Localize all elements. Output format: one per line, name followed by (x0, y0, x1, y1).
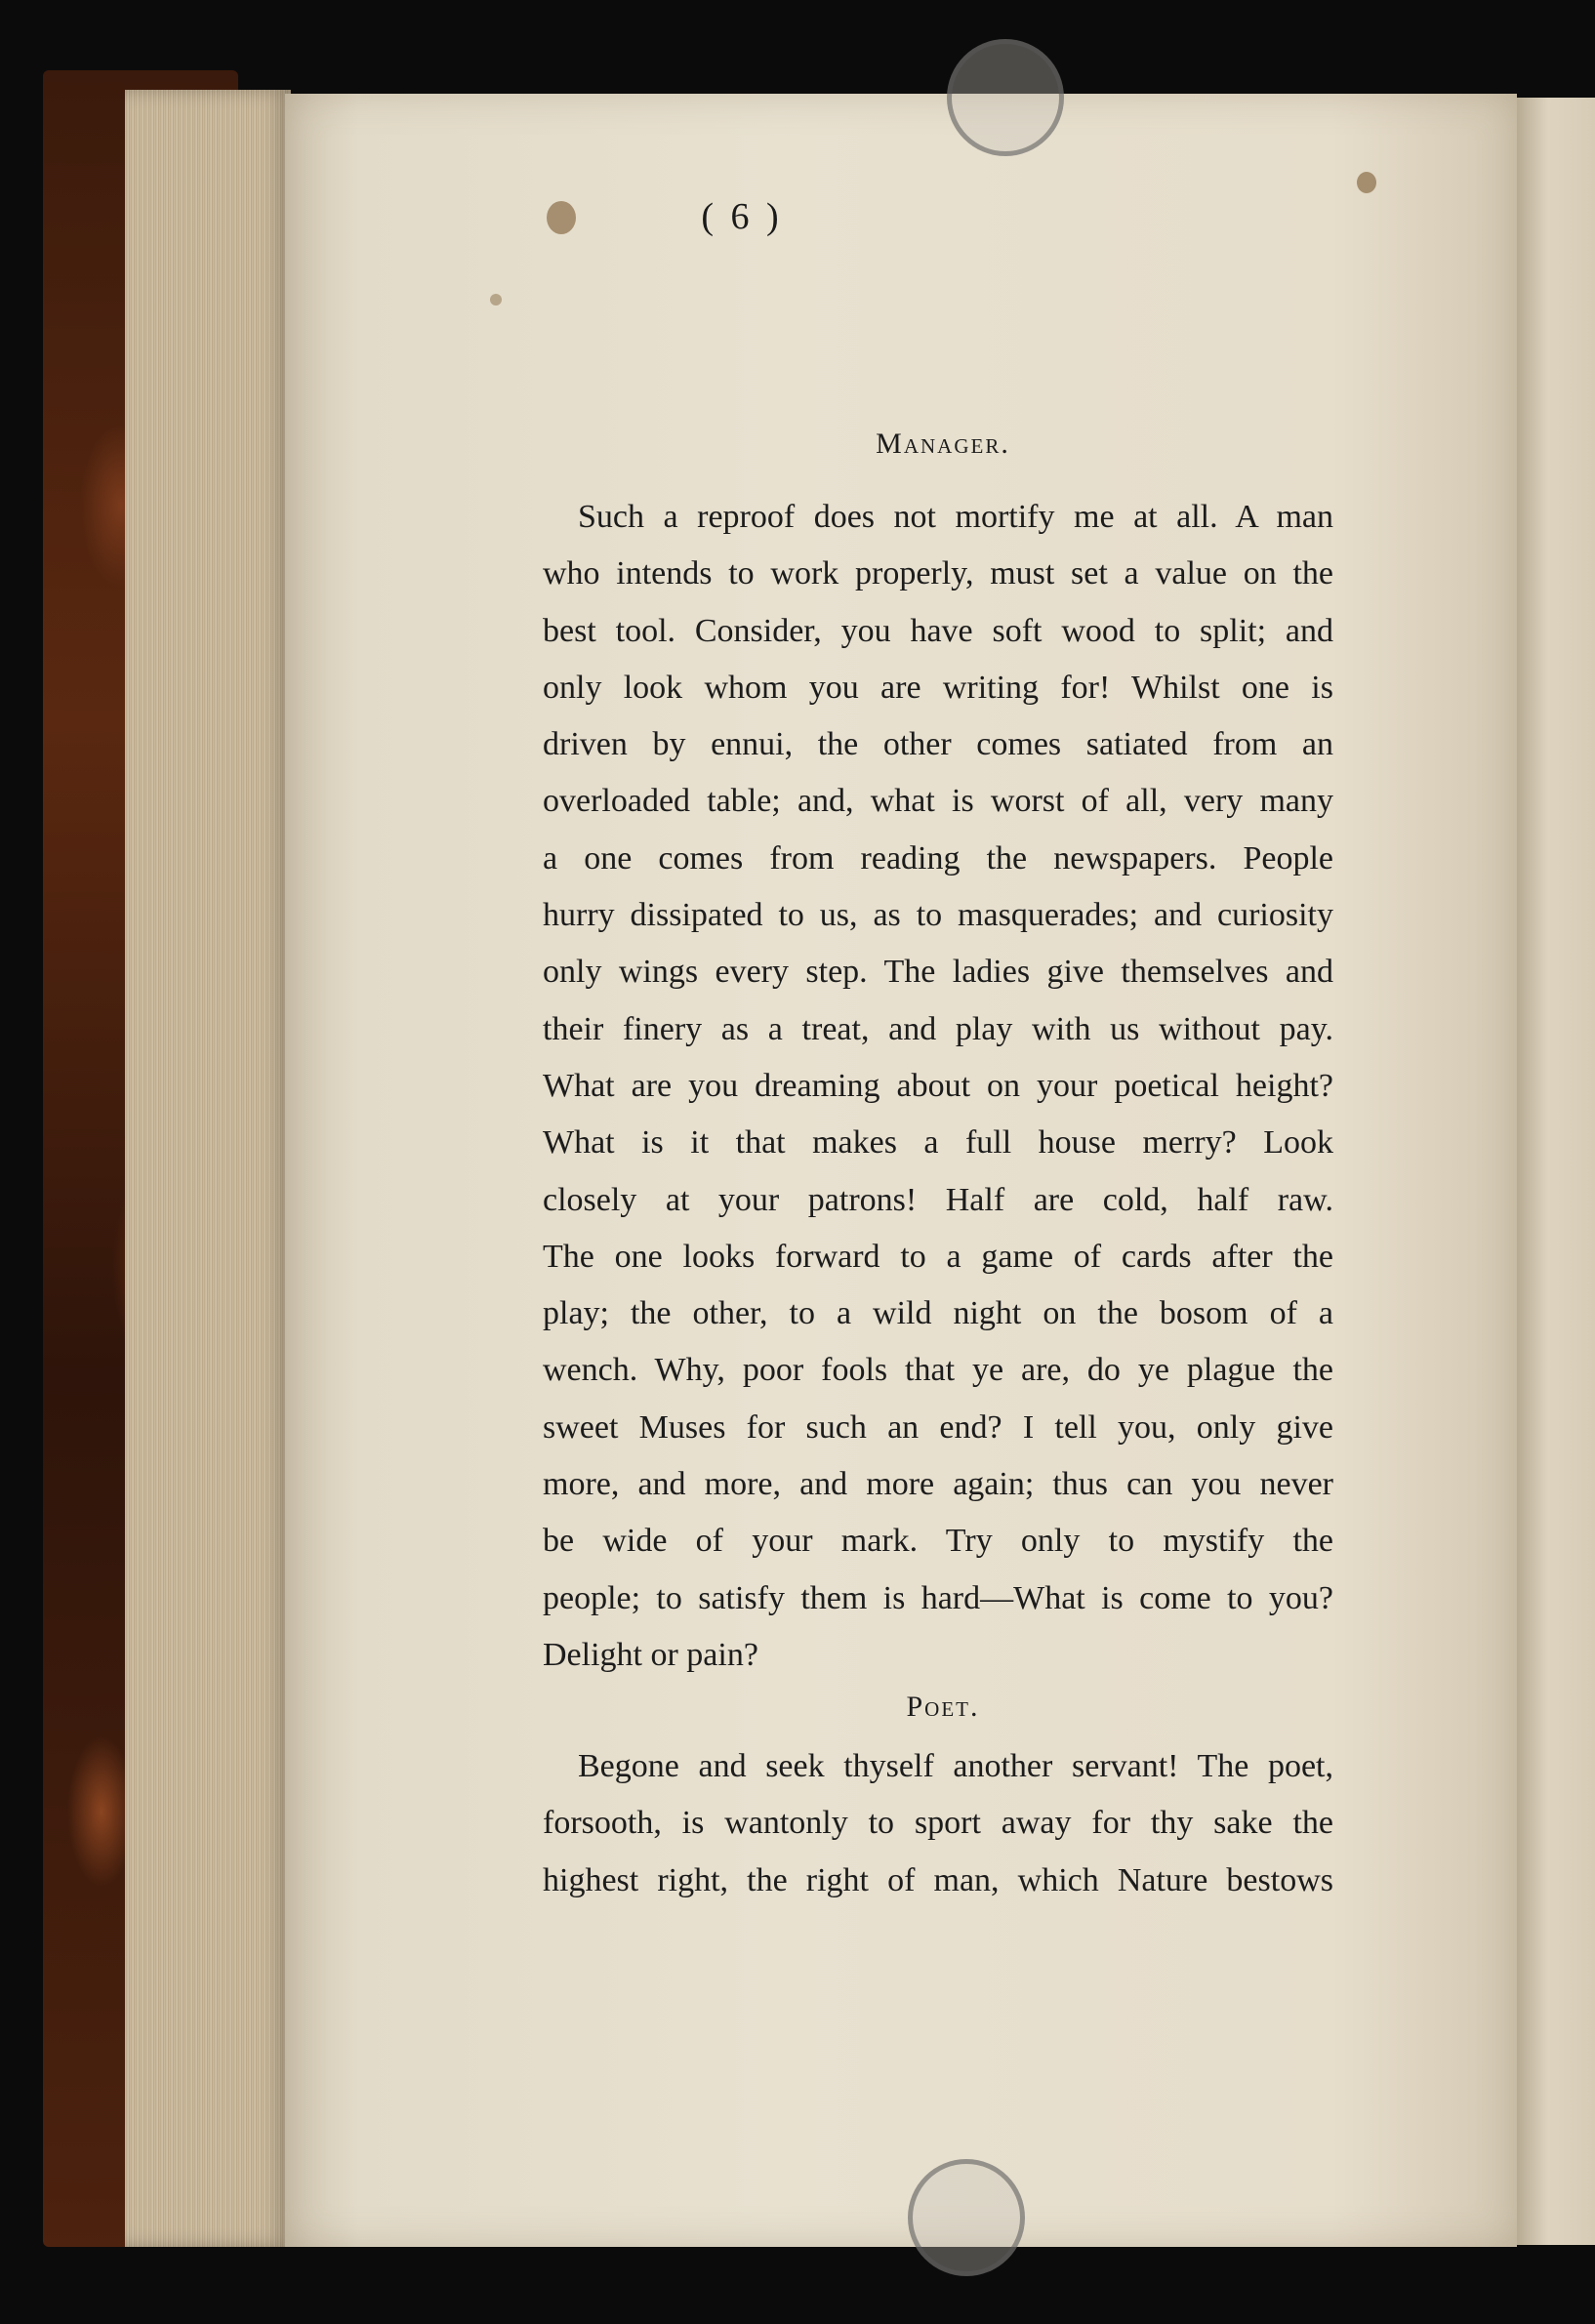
text-line: only wings every step. The ladies give themselves and (543, 954, 1333, 991)
text-line: The one looks forward to a game of cards after the (543, 1238, 1333, 1275)
text-line: Delight or pain? (543, 1636, 758, 1673)
text-line: a one comes from reading the newspapers. People (543, 839, 1333, 877)
speaker-heading-manager: Manager. (876, 428, 1010, 460)
text-line: Such a reproof does not mortify me at all. A man (578, 499, 1333, 535)
foxing-spot (490, 294, 502, 306)
text-line: What are you dreaming about on your poetical height? (543, 1067, 1333, 1104)
speaker-heading-poet: Poet. (906, 1691, 980, 1723)
text-line: wench. Why, poor fools that ye are, do ye plague the (543, 1352, 1333, 1389)
text-line: driven by ennui, the other comes satiated from an (543, 726, 1333, 763)
page-clip-bottom (908, 2159, 1025, 2276)
page-edges (125, 90, 291, 2247)
text-line: overloaded table; and, what is worst of all, very many (543, 783, 1333, 820)
poet-speech (543, 1738, 1333, 1909)
text-line: Begone and seek thyself another servant! The poet, (578, 1748, 1333, 1784)
text-line: their finery as a treat, and play with us without pay. (543, 1010, 1333, 1047)
text-line: only look whom you are writing for! Whilst one is (543, 669, 1333, 706)
page-number: ( 6 ) (701, 196, 783, 237)
manager-speech (543, 489, 1333, 1684)
text-line: play; the other, to a wild night on the bosom of a (543, 1295, 1333, 1332)
page-clip-top (947, 39, 1064, 156)
text-line: What is it that makes a full house merry? Look (543, 1124, 1333, 1162)
text-line: people; to satisfy them is hard—What is come to you? (543, 1579, 1333, 1616)
text-line: be wide of your mark. Try only to mystify the (543, 1523, 1333, 1560)
text-line: hurry dissipated to us, as to masquerades; and curiosity (543, 897, 1333, 934)
text-line: sweet Muses for such an end? I tell you, only give (543, 1408, 1333, 1446)
facing-page-edge (1517, 98, 1595, 2245)
foxing-spot (1357, 172, 1376, 193)
text-line: closely at your patrons! Half are cold, half raw. (543, 1181, 1333, 1218)
text-line: forsooth, is wantonly to sport away for thy sake the (543, 1805, 1333, 1842)
text-line: more, and more, and more again; thus can you never (543, 1466, 1333, 1503)
text-line: who intends to work properly, must set a value on the (543, 555, 1333, 592)
text-line: highest right, the right of man, which Nature bestows (543, 1861, 1333, 1898)
text-line: best tool. Consider, you have soft wood to split; and (543, 612, 1333, 649)
